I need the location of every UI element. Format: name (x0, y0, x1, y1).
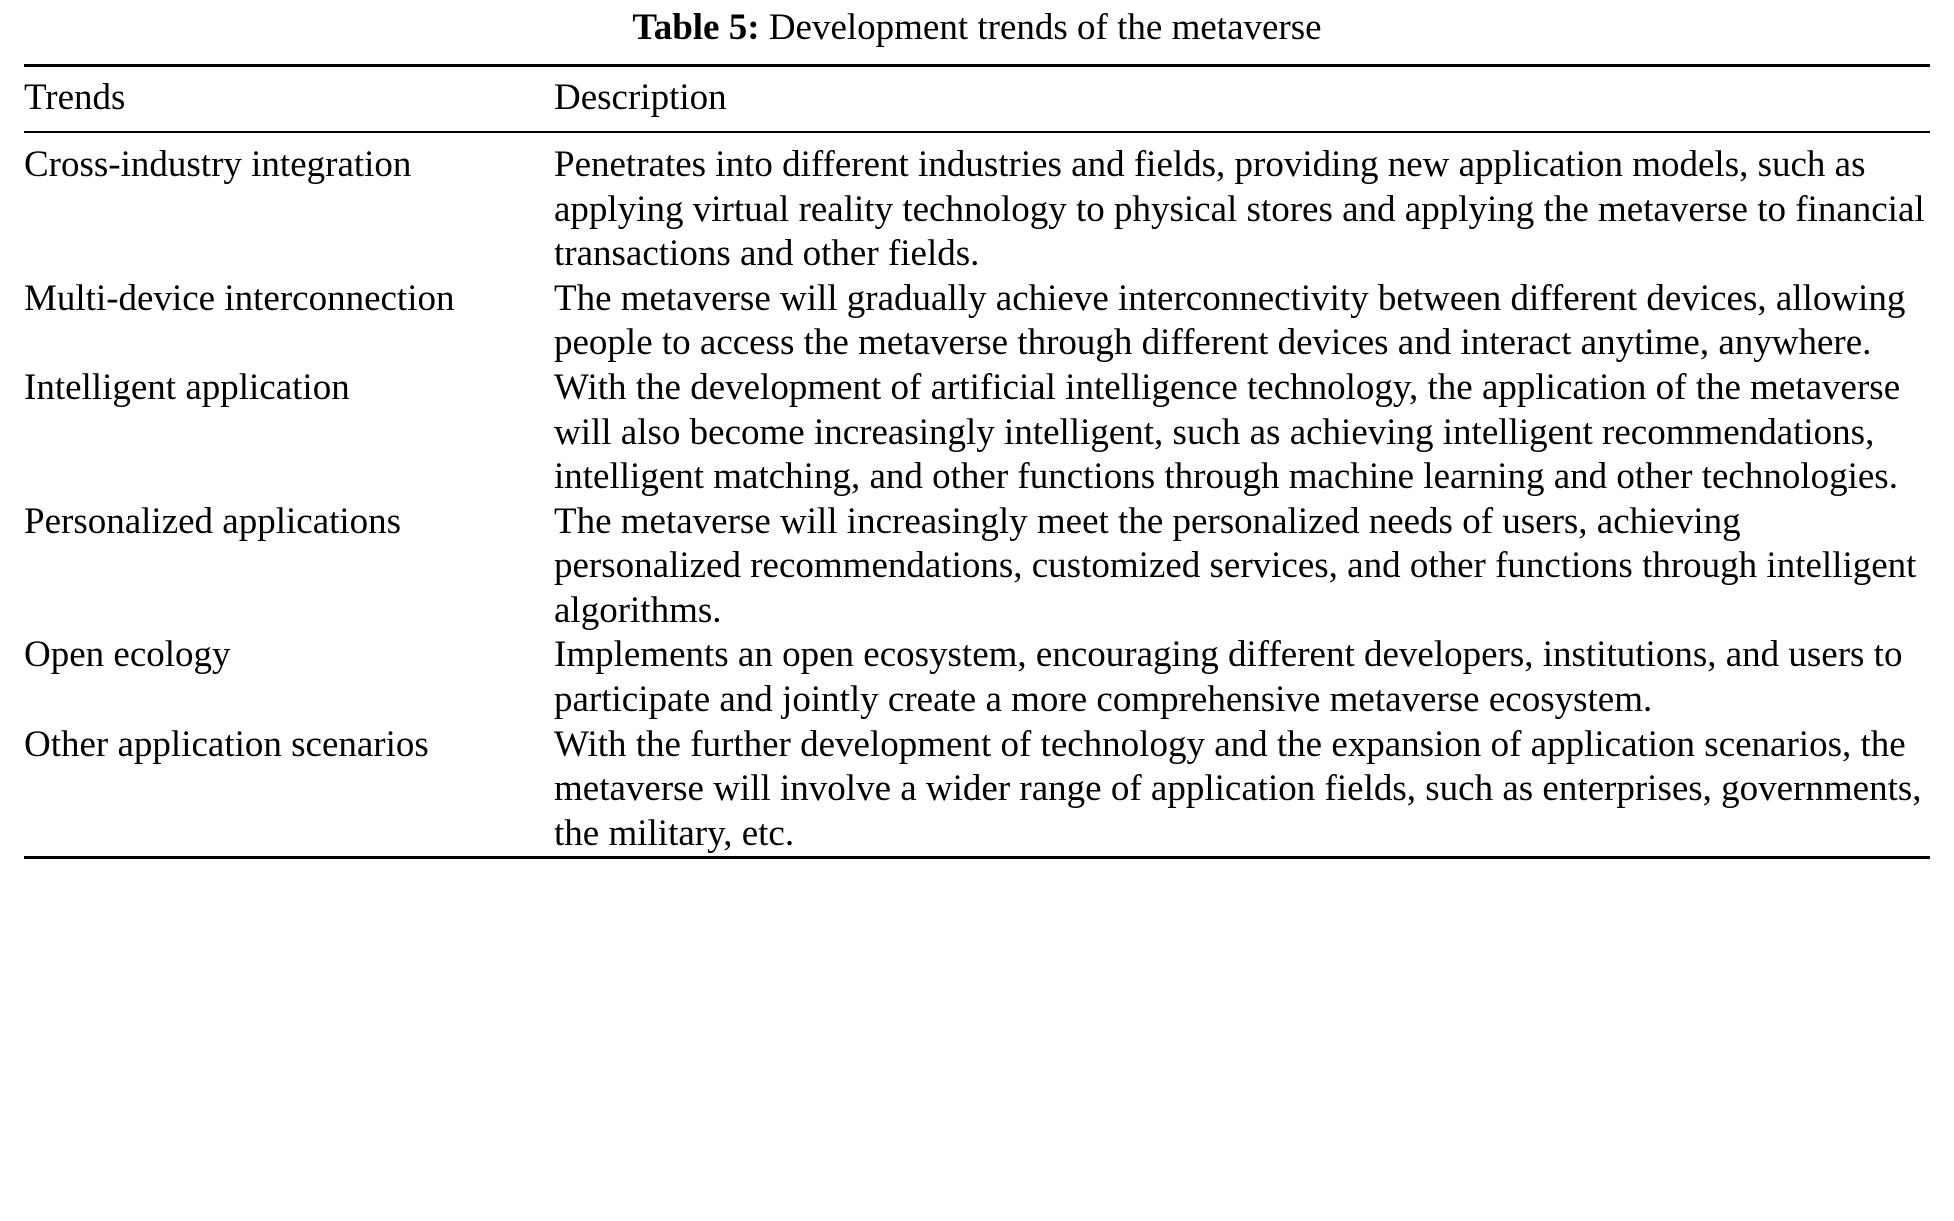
cell-trend: Personalized applications (24, 500, 402, 542)
trends-table (24, 64, 1930, 864)
bottom-rule-right (554, 858, 1930, 865)
cell-description: With the development of artificial intelligence technology, the application of the metaverse will also become increasingly intelligent, such as achieving intelligent recommendations, intelligent matching, and other functions through machine learning and other technologies. (554, 366, 1901, 498)
table-caption (24, 0, 1930, 64)
table-row (24, 277, 1930, 366)
cell-trend: Multi-device interconnection (24, 277, 455, 319)
cell-description: Implements an open ecosystem, encouraging different developers, institutions, and users to participate and jointly create a more comprehensive metaverse ecosystem. (554, 634, 1903, 720)
cell-trend: Intelligent application (24, 366, 350, 408)
table-row (24, 132, 1930, 277)
column-header-description: Description (554, 66, 1930, 132)
cell-description: With the further development of technology and the expansion of application scenarios, the metaverse will involve a wider range of application fields, such as enterprises, governments, the military, etc. (554, 723, 1922, 854)
cell-description: The metaverse will increasingly meet the personalized needs of users, achieving personalized recommendations, customized services, and other functions through intelligent algorithms. (554, 500, 1917, 631)
cell-trend: Open ecology (24, 634, 231, 676)
table-caption-label: Table 5: (632, 7, 760, 48)
column-header-trends: Trends (24, 66, 554, 132)
table-caption-text: Development trends of the metaverse (768, 7, 1322, 48)
cell-trend: Cross-industry integration (24, 132, 554, 277)
table-head (24, 66, 1930, 132)
table-row (24, 366, 1930, 500)
table-row (24, 633, 1930, 722)
cell-description: Penetrates into different industries and fields, providing new application models, such as applying virtual reality technology to physical stores and applying the metaverse to financial transactions and other fields. (554, 132, 1930, 277)
table-row (24, 500, 1930, 634)
cell-description: The metaverse will gradually achieve interconnectivity between different devices, allowing people to access the metaverse through different devices and interact anytime, anywhere. (554, 277, 1906, 364)
table-header-row (24, 66, 1930, 132)
table-bottom-rule (24, 858, 1930, 865)
bottom-rule-left (24, 858, 554, 865)
table-body (24, 132, 1930, 864)
cell-trend: Other application scenarios (24, 723, 429, 765)
table-row (24, 723, 1930, 858)
